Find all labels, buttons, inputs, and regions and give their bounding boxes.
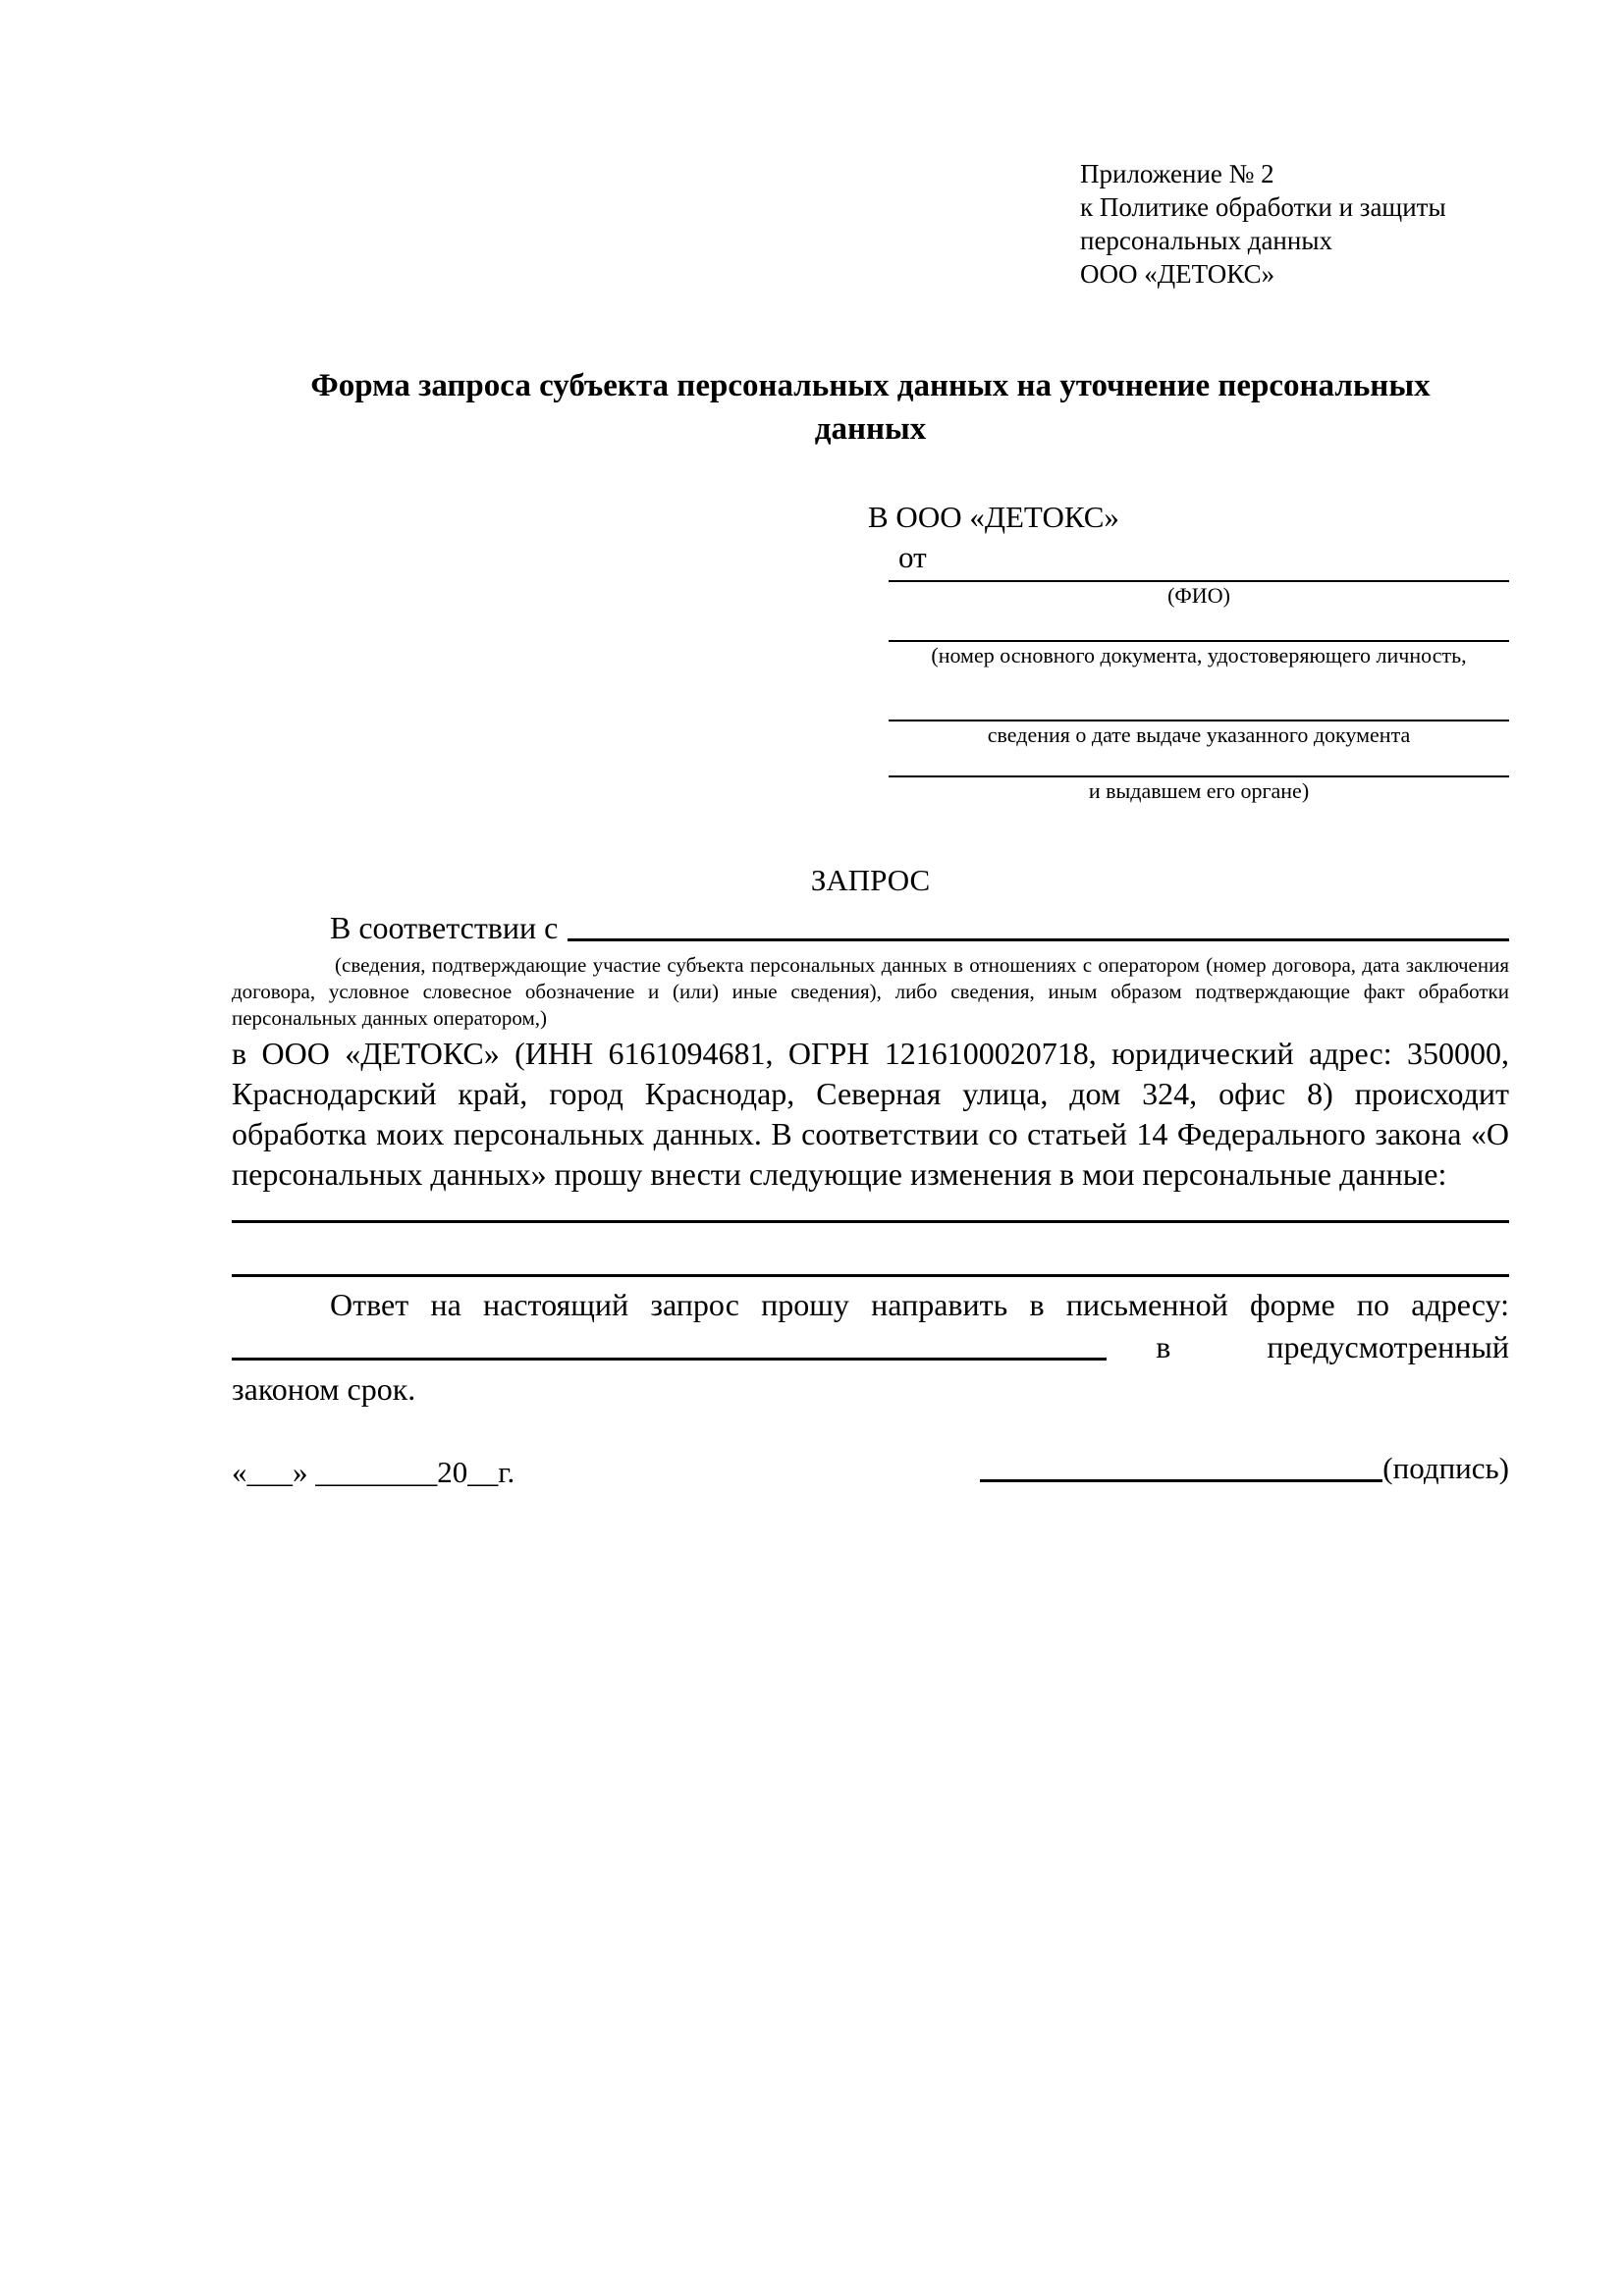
answer-continuation: в предусмотренный <box>1156 1329 1509 1364</box>
addressee-block <box>868 498 1509 804</box>
in-accordance-lead: В соответствии с <box>330 910 559 945</box>
fio-caption: (ФИО) <box>1167 583 1230 608</box>
form-title: Форма запроса субъекта персональных данных на уточнение персональных данных <box>310 368 1431 447</box>
request-body: в ООО «ДЕТОКС» (ИНН 6161094681, ОГРН 1216100020718, юридический адрес: 350000, Краснодарский край, город Краснодар, Северная улица, дом 324, офис 8) происходит обработка моих персональных данных. В соответствии со статьей 14 Федерального закона «О персональных данных» прошу внести следующие изменения в мои персональные данные: <box>232 1036 1509 1192</box>
basis-blank-line <box>568 938 1509 941</box>
issuer-caption: и выдавшем его органе) <box>1088 778 1310 803</box>
signature-area <box>980 1449 1509 1488</box>
fio-blank-line <box>889 574 1509 582</box>
address-blank-line <box>232 1358 1107 1361</box>
issue-date-blank-line <box>889 696 1509 721</box>
signature-row <box>232 1449 1509 1492</box>
appendix-note <box>1080 157 1509 291</box>
issuer-field <box>889 754 1509 804</box>
changes-blank-line-2 <box>232 1274 1509 1277</box>
fio-field <box>889 574 1509 609</box>
changes-blank-line-1 <box>232 1220 1509 1223</box>
document-number-field <box>889 618 1509 668</box>
addressee-to: В ООО «ДЕТОКС» <box>868 500 1119 534</box>
signature-blank-line <box>980 1479 1382 1482</box>
date-blank: «___» ________20__г. <box>232 1455 515 1489</box>
addressee-from-label: от <box>898 540 927 574</box>
signature-caption: (подпись) <box>1382 1451 1509 1485</box>
appendix-note-line: к Политике обработки и защиты <box>1080 192 1446 222</box>
basis-row <box>232 908 1509 948</box>
issue-date-field <box>889 696 1509 748</box>
issuer-blank-line <box>889 754 1509 777</box>
appendix-note-line: ООО «ДЕТОКС» <box>1080 259 1275 289</box>
appendix-note-line: персональных данных <box>1080 226 1332 255</box>
request-heading: ЗАПРОС <box>810 863 931 897</box>
answer-tail: законом срок. <box>232 1371 416 1407</box>
appendix-note-line: Приложение № 2 <box>1080 159 1274 188</box>
issue-date-caption: сведения о дате выдаче указанного документа <box>987 722 1411 747</box>
document-number-blank-line <box>889 618 1509 642</box>
basis-fine-print: (сведения, подтверждающие участие субъекта персональных данных в отношениях с оператором (номер договора, дата заключения договора, условное словесное обозначение и (или) иные сведения), либо сведения, иным образом подтверждающие факт обработки персональных данных оператором,) <box>232 953 1509 1030</box>
document-number-caption: (номер основного документа, удостоверяющего личность, <box>931 643 1467 667</box>
answer-lead: Ответ на настоящий запрос прошу направить в письменной форме по адресу: <box>330 1287 1509 1322</box>
answer-address-row <box>232 1327 1509 1367</box>
